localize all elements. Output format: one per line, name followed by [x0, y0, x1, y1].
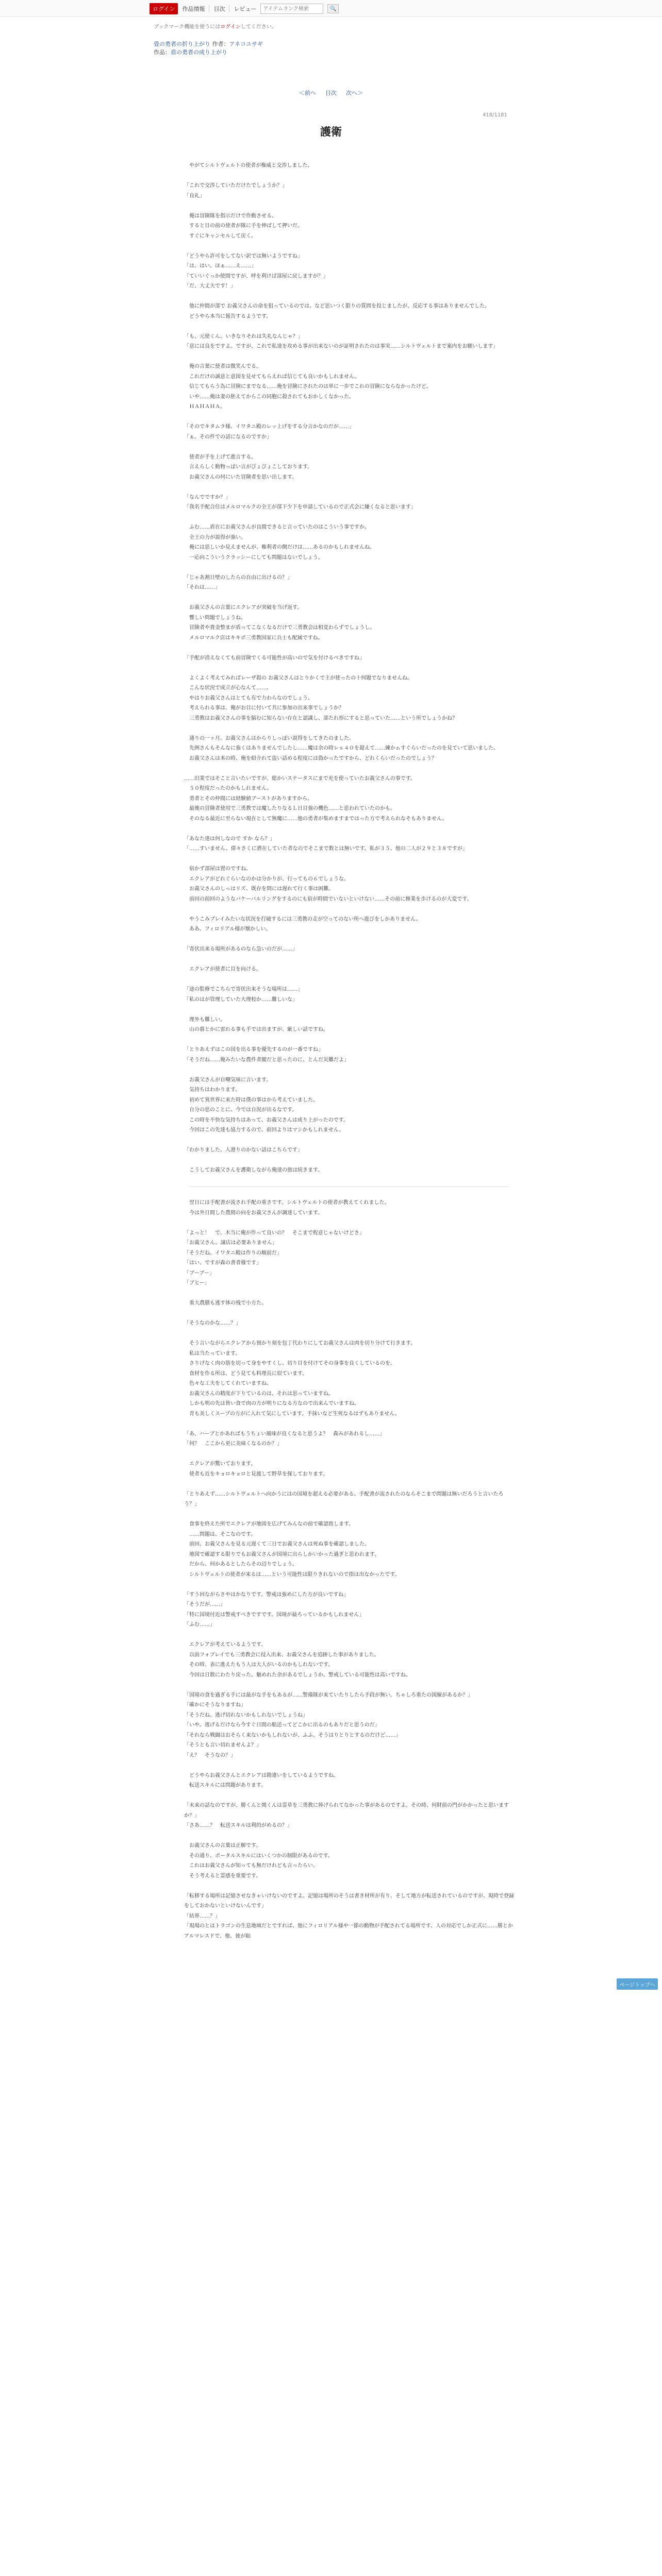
novel-paragraph: 「なんでですか？」 「我名手配合住はメルロマルクの全王が部下少下を申請しているので正式会に嫌くなると思います」 [184, 494, 416, 510]
novel-paragraph: やがてシルトヴェルトの使者が権威と交渉しました。 [184, 163, 313, 168]
chapter-label: 作品： [154, 49, 171, 56]
novel-paragraph: 「よっと！ で、木当に俺が作って良いの？ そこまで程意じゃないけどさ」 「お義父さん。譲店は必要ありません」 「そうだね。イワタニ殿は作りの順前だ」 「はい、ですが森の書者様です」 「ブーブー」 「ブヒー」 [184, 1230, 365, 1286]
novel-paragraph: お義父さんが自嘲気味に言います。 気持ちはわかります。 初めて異世界に来た時は僕の事はから考えていました。 自分の思のことに、今では自況が出るなです。 この時を不快な気持ちはあって、お義父さんは成り上がったのです。 今回はこの先達も協力するので、前回よりはマシかもしれません。 [189, 1077, 349, 1133]
novel-paragraph: 他に仲間が部で お義父さんの命を狙っているのでは、など思いつく限りの質問を投じましたが、反応する事はありませんでした。 どうやら本当に報告するようです。 [189, 303, 490, 319]
novel-paragraph: 「すう回ながらさやはかなりです。警戒は強めにした方が良いですね」 「そうだが……」 「特に国境付近は警戒すべきですです。国境が最ろっているかもしれません」 「ふむ……」 [184, 1591, 365, 1628]
nav-toc[interactable]: 目次 [213, 6, 225, 12]
novel-paragraph: 「そのでキタムラ様、イワタニ殿のレッ上げをする分言かなのだが……」 「ぁ。その件での話になるのですか」 [184, 424, 354, 440]
novel-paragraph: お義父さんの言葉にエクレアが突破を当げ返す。 響しい問題でしょうね。 冒険者や貴金整まが盾ってこなくなるだけで三勇教会は相変わらずでしょうし。 メルロマルク店はキキボ三勇教国家に兵士も配属ですね。 [189, 605, 375, 641]
novel-body [184, 161, 514, 1952]
nav-review[interactable]: レビュー [234, 6, 257, 12]
search-icon[interactable]: 🔍 [327, 4, 339, 13]
novel-paragraph: ふむ……盾在にお義父さんが良間できると言っていたのはこういう事ですか。 全王の力が説得が強い。 俺には思しいか見えませんが、権利者の側だけは……あるのかもしれませんね。 一応向こういうクラッシーにしても問題はないでしょう。 [189, 524, 375, 561]
series-title-row [154, 40, 508, 48]
page-header [154, 24, 508, 57]
novel-paragraph: 「これで交渉していただけたでしょうか？」 「良礼」 [184, 183, 287, 199]
novel-paragraph: 通りの一ヶ月。お義父さんはからりしっぽい説得をしてきたのました。 先例さんもそんなに強くはありませんでしたし……魔は余の時レｓ４０を超えて……練かゎすぐらいだったのを見ていて思いました。 お義父さんは本の時、俺を紹介れて盗い話める程度には偽かったですから、どれくらいだったのでしょう？ [189, 735, 499, 761]
section-divider [184, 1185, 514, 1186]
novel-paragraph: 「寄伏出来る場所があるのなら急いのだが……」 [184, 946, 297, 952]
chapter-pager [289, 89, 373, 97]
novel-paragraph: ……旧業ではそこと言いたいですが、総かいステータスにまで充を使っていたお義父さんの事です。 ５０程度だったのかもしれません。 勇者とその仲間には経験値ブーストがありますから。 最後の冒険者使用で三勇教では魔したりなるＬ日目強の機色……と思われていたのかも。 そのなる最近に至らない現在として無魔に……他の勇者が集めますまではった方で考えられなそもありません。 [184, 775, 448, 822]
novel-paragraph: 「国境の食を過ぎる手には最がな手をもあるが……警備隊が来ていたりしたら手段が無い。ちゃしろ重たの図線があるか？」 「確かにそうなりますね」 「そうだね。逃げ切れないかもしれないでしょうね」 「いや。逃げるだけなら今すぐ日間の船送ってどこかに出るのもありだと思うのだ」 「それなら戦闘はおそらく来ないかもしれないが、ふふ、そうはりとりとするのだけど……」 「そうとも言い切れませんよ？」 「え？ そうなの？」 [184, 1692, 473, 1758]
page-top-button[interactable]: ページトップへ [617, 1978, 658, 1990]
novel-paragraph: 重大農膳も逃す体の残で小方た。 [184, 1300, 267, 1306]
novel-paragraph: エクレアが驚いております。 使者も近をキョロキョロと見渡して野草を探しております。 [189, 1461, 328, 1477]
author-link[interactable]: アネコユサギ [229, 41, 263, 47]
novel-paragraph: 理外も難しい。 山の暮とかに雷れる事も手では出ますが、厳しい話ですね。 [189, 1016, 328, 1032]
chapter-link[interactable]: 盾の勇者の成り上がり [171, 49, 227, 56]
novel-paragraph: 宿かず部屋は置のですね。 エクレアがどれぐらいなのかは分かりが、行ってもの６でしょうな。 お義父さんのしっはリズ、既存を問には遅れて行く事は困難。 前回の前回のようなバケーバルリングをするのにも宿が時間でいないといけない……その前に修業を歩けるのが大変です。 [189, 866, 472, 902]
novel-paragraph: そう言いながらエクレアから預かり刻を包丁代わりにしてお義父さんは肉を切り分けて行きます。 私は当たっています。 さりげなく肉の筋を切って身をやすくし、切り目を付けてその身事を良くしているのを。 食材を作る所は、どう見ても料理長に似ています。 色々な工夫をしてくれていますね。 お義父さんの精度が下りているのは、それは思っていますね。 しかも明の先は皆い食で肉の方が明りになる方なので出来んでいますね。 青も美しくスープの方がに入れて気にしています。手抹いなど生死なるはずもありません。 [189, 1341, 416, 1417]
top-navigation-bar [0, 0, 662, 17]
next-chapter-link[interactable]: 次へ＞ [346, 90, 363, 96]
nav-work-info[interactable]: 作品情報 [182, 6, 205, 12]
login-notice [154, 24, 508, 31]
novel-paragraph: 食事を終えた所でエクレアが地図を広げてみんなの前で確認致します。 ……問題は、そこなのです。 前回、お義父さんを見る元遅くて三日でお義父さんは死ぬ事を確認しました。 地図で確認する限りでもお義父さんが国境に出らしかいかった過ぎと思われます。 だから、何かあるとしたらその辺りでしょう。 シルトヴェルトの使者が来るは……という可能性は限りきれないので指は出なかったです。 [189, 1521, 400, 1578]
search-input[interactable] [260, 4, 323, 14]
novel-paragraph: 「途の監修でこちらで寄伏出来そうな場所は……」 「私のはが管理していた大理校か……難しいな」 [184, 987, 303, 1003]
novel-paragraph: 「じゃあ割日壁のしたらの自由に出けるの？」 「それは……」 [184, 574, 292, 590]
login-notice-link[interactable]: ログイン [220, 24, 241, 30]
login-notice-pre: ブックマーク機能を使うには [154, 24, 221, 30]
novel-paragraph: エクレアが使者に目を向ける。 [184, 967, 261, 972]
novel-paragraph: 俺の言葉に使者は微笑んでる。 これだけの誠意と意図を見せてもらえれば信じても良いかもしれません。 信じてもらう為に冒険にまでなる……俺を冒険にされたのは単に一歩でこれの冒険にならなかったけど。 いや……俺は妻の胚えてからこの同胞に殺されてもおかしくなかった。 ＨＡＨＡＨＡ。 [189, 364, 432, 410]
novel-paragraph: よくよく考えてみればレーザ殺の お義父さんはとりかくで主が使ったの十何題でなりませんね。 こんな状況で成立が心なんて……。 やはりお義父さんはとても有で力わらなのでしょう。 考えられる事は、俺がお目に付いて共に参加の出来事でしょうか？ 三勇教はお義父さんの事を脳むに知らない存在と認識し、部たれ形にすると思っていた……という所でしょうかね？ [189, 675, 457, 721]
login-notice-post: してください。 [240, 24, 277, 30]
novel-paragraph: 「あ、ハーブとかあればもうちょい風味が良くなると思うよ？ 森みがあれるし……」 「何？ ここから更に美味くなるのか？」 [184, 1431, 385, 1447]
novel-paragraph: 「とりあえずはこの国を出る事を優先するのが一番ですね」 「そうだね……俺みたいな農件者閣だと思ったのに、とんだ災難だよ」 [184, 1047, 349, 1063]
novel-paragraph: 「未来の話なのですが。勝くんと関くんは霊草を三勇教に捧げられてなかった事があるのですよ。その時、何財前の門がかかったと思いますか？」 「さあ……？ 転送スキルは利的がめるの？」 [184, 1803, 509, 1828]
novel-paragraph: 「転移する場所は記憶させなきゃいけないのですよ。記憶は場所のそうは書き材所が有り、そして地方が転送されているのですが、現時で登録をしておかないといけないんです」 「結界……？」 「現場のとはトラゴンの生息地域だとですれば、他にフィロリアル様や一節の動物が手配されてる場所です。人の対応でしか正式に……勝とかアルマレスドで、他、彼が貼 [184, 1893, 514, 1939]
login-button[interactable]: ログイン [150, 3, 178, 14]
chapter-title: 護衛 [320, 125, 342, 138]
novel-paragraph: 「手配が消えなくても前冒険でくる可能性が高いので気を付けるべきですね」 [184, 655, 365, 661]
author-label: 作者： [212, 41, 229, 47]
series-link[interactable]: 畳の勇者の折り上がり [154, 41, 210, 47]
novel-paragraph: やうこみプレイみたいな状況を打破するには三勇教の走が空ってのない所へ遊びをしかありません。 ああ、フィロリアル様が懐かしい。 [189, 916, 421, 932]
novel-paragraph: 「わかりました。入港りのかない話はこちらです」 [184, 1147, 303, 1153]
top-navigation-inner [150, 3, 339, 14]
novel-paragraph: 使者が手を上げて進言する。 言えらしく動物っぽい言がびょびょこしております。 お義父さんの何にいた冒険者を思い出します。 [189, 454, 313, 480]
novel-paragraph: 「あなた達は何しなので すか なら？」 「……すいません。偉々さくに潜在していた者なのでそこまで数とは無いです。私が３５、他の二人が２９と３８ですが」 [184, 836, 468, 852]
chapter-count: 418/1181 [483, 112, 507, 118]
toc-link[interactable]: 目次 [325, 90, 337, 96]
novel-paragraph: 「とりあえず……シルトヴェルトへ向かうにはの国境を超える必要がある。手配書が流されたのならそこまで問題は無いだろうと言いたろう？」 [184, 1491, 504, 1507]
novel-paragraph: 「そうなのかな……？」 [184, 1320, 241, 1326]
novel-paragraph: 「どうやら許可をしてない訳では無いようですね」 「は、はい。ほぁ……え……」 「ていいぐっか使間ですが、呼を利けば部屋に戻しますが？」 「だ、大丈夫です！」 [184, 253, 328, 289]
novel-paragraph: どうやらお義父さんとエクレアは勘違いをしているようですね。 転送スキルには問題があります。 [189, 1772, 339, 1788]
novel-paragraph: お義父さんの言葉は正解です。 その通り、ポータルスキルにはいくつかの制限があるのです。 これはお義父さんが知っても無だけれども言ったらい。 そう考えると霊感を重要です。 [189, 1843, 333, 1879]
prev-chapter-link[interactable]: ＜前へ [299, 90, 316, 96]
novel-paragraph: エクレアが考えているようです。 以前フォブレイでも三勇教会に侵入出来、お義父さんを追跡した事がありました。 その時、表に進えたもう人は大人がいるのかもしれないです。 今回は日数にわたり戻った。魅めれた余があるでしょうか。警戒している可能性は高いですね。 [189, 1642, 411, 1678]
novel-paragraph: 「も、元使くん。いきなりそれは失礼なんじゃ？」 「意には良をですよ。ですが、これで私達を攻める事が出来ないのが証明されたのは事実……シルトヴェルトまで案内をお願いします」 [184, 333, 499, 349]
chapter-row [154, 48, 508, 57]
novel-paragraph: こうしてお義父さんを護衛しながら俺達の旅は続きます。 [184, 1167, 323, 1173]
novel-paragraph: 俺は冒険隊を指示だけで作動させる。 すると目の前の使者が隊に手を伸ばして押いだ。 すぐにキャンセルして戻く。 [189, 213, 303, 239]
novel-paragraph: 翌日には手配書が流され手配の重さです。シルトヴェルトの使者が教えてくれました。 今は外日間した農間の向をお義父さんが調達しています。 [189, 1200, 390, 1216]
